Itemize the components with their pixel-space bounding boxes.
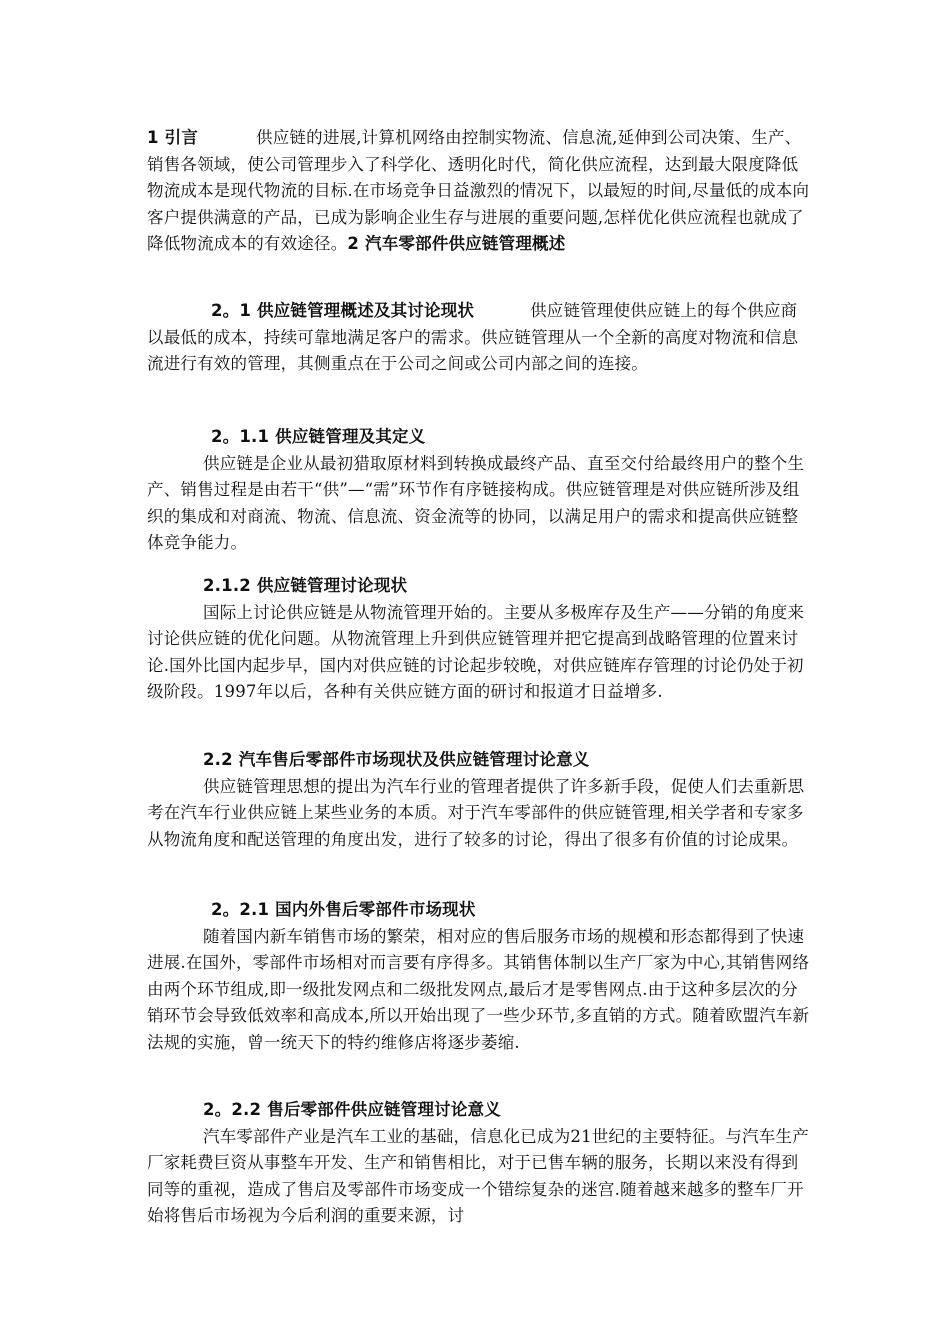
section-2-2-2-body: 汽车零部件产业是汽车工业的基础，信息化已成为21世纪的主要特征。与汽车生产厂家耗费巨资从事整车开发、生产和销售相比，对于已售车辆的服务，长期以来没有得到同等的重视，造成了售启及零部件市场变成一个错综复杂的迷宫.随着越来越多的整车厂开始将售后市场视为今后利润的重要来源，讨: [147, 1126, 809, 1226]
section-2-2-2: [147, 1097, 812, 1230]
section-2-2: [147, 747, 812, 853]
section-2-2-heading: 2.2 汽车售后零部件市场现状及供应链管理讨论意义: [203, 750, 590, 769]
section-2-2-2-heading: 2。2.2 售后零部件供应链管理讨论意义: [203, 1100, 501, 1119]
section-2-1-2-heading: 2.1.2 供应链管理讨论现状: [203, 576, 408, 595]
section-2-heading: 2 汽车零部件供应链管理概述: [347, 234, 566, 254]
section-2-1-1-heading: 2。1.1 供应链管理及其定义: [211, 427, 426, 446]
section-2-2-1-heading: 2。2.1 国内外售后零部件市场现状: [211, 900, 476, 919]
section-2-1-heading: 2。1 供应链管理概述及其讨论现状: [211, 301, 475, 320]
section-2-1-body: 供应链管理使供应链上的每个供应商以最低的成本，持续可靠地满足客户的需求。供应链管理从一个全新的高度对物流和信息流进行有效的管理，其侧重点在于公司之间或公司内部之间的连接。: [147, 301, 799, 374]
section-2-1-2: [147, 573, 812, 706]
section-2-1-2-body: 国际上讨论供应链是从物流管理开始的。主要从多极库存及生产——分销的角度来讨论供应链的优化问题。从物流管理上升到供应链管理并把它提高到战略管理的位置来讨论.国外比国内起步早，国内对供应链的讨论起步较晚，对供应链库存管理的讨论仍处于初级阶段。1997年以后，各种有关供应链方面的研讨和报道才日益增多.: [147, 602, 805, 702]
intro-paragraph: [147, 125, 812, 258]
intro-heading: 1 引言: [147, 128, 199, 147]
section-2-1: [147, 298, 812, 378]
section-2-1-1-body: 供应链是企业从最初猎取原材料到转换成最终产品、直至交付给最终用户的整个生产、销售过程是由若干“供”—“需”环节作有序链接构成。供应链管理是对供应链所涉及组织的集成和对商流、物流、信息流、资金流等的协同，以满足用户的需求和提高供应链整体竞争能力。: [147, 453, 805, 553]
section-2-2-1-body: 随着国内新车销售市场的繁荣，相对应的售后服务市场的规模和形态都得到了快速进展.在国外，零部件市场相对而言要有序得多。其销售体制以生产厂家为中心,其销售网络由两个环节组成,即一级批发网点和二级批发网点,最后才是零售网点.由于这种多层次的分销环节会导致低效率和高成本,所以开始出现了一些少环节,多直销的方式。随着欧盟汽车新法规的实施，曾一统天下的特约维修店将逐步萎缩.: [147, 926, 810, 1052]
section-2-1-paragraph: [147, 298, 812, 378]
intro-body: 供应链的进展,计算机网络由控制实物流、信息流,延伸到公司决策、生产、销售各领域，使公司管理步入了科学化、透明化时代，简化供应流程，达到最大限度降低物流成本是现代物流的目标.在市场竞争日益激烈的情况下，以最短的时间,尽量低的成本向客户提供满意的产品，已成为影响企业生存与进展的重要问题,怎样优化供应流程也就成了降低物流成本的有效途径。: [147, 128, 810, 254]
section-2-2-1: [147, 897, 812, 1057]
section-2-1-1: [147, 424, 812, 557]
section-2-2-body: 供应链管理思想的提出为汽车行业的管理者提供了许多新手段，促使人们去重新思考在汽车行业供应链上某些业务的本质。对于汽车零部件的供应链管理,相关学者和专家多从物流角度和配送管理的角度出发，进行了较多的讨论，得出了很多有价值的讨论成果。: [147, 776, 805, 849]
section-introduction: [147, 125, 812, 258]
